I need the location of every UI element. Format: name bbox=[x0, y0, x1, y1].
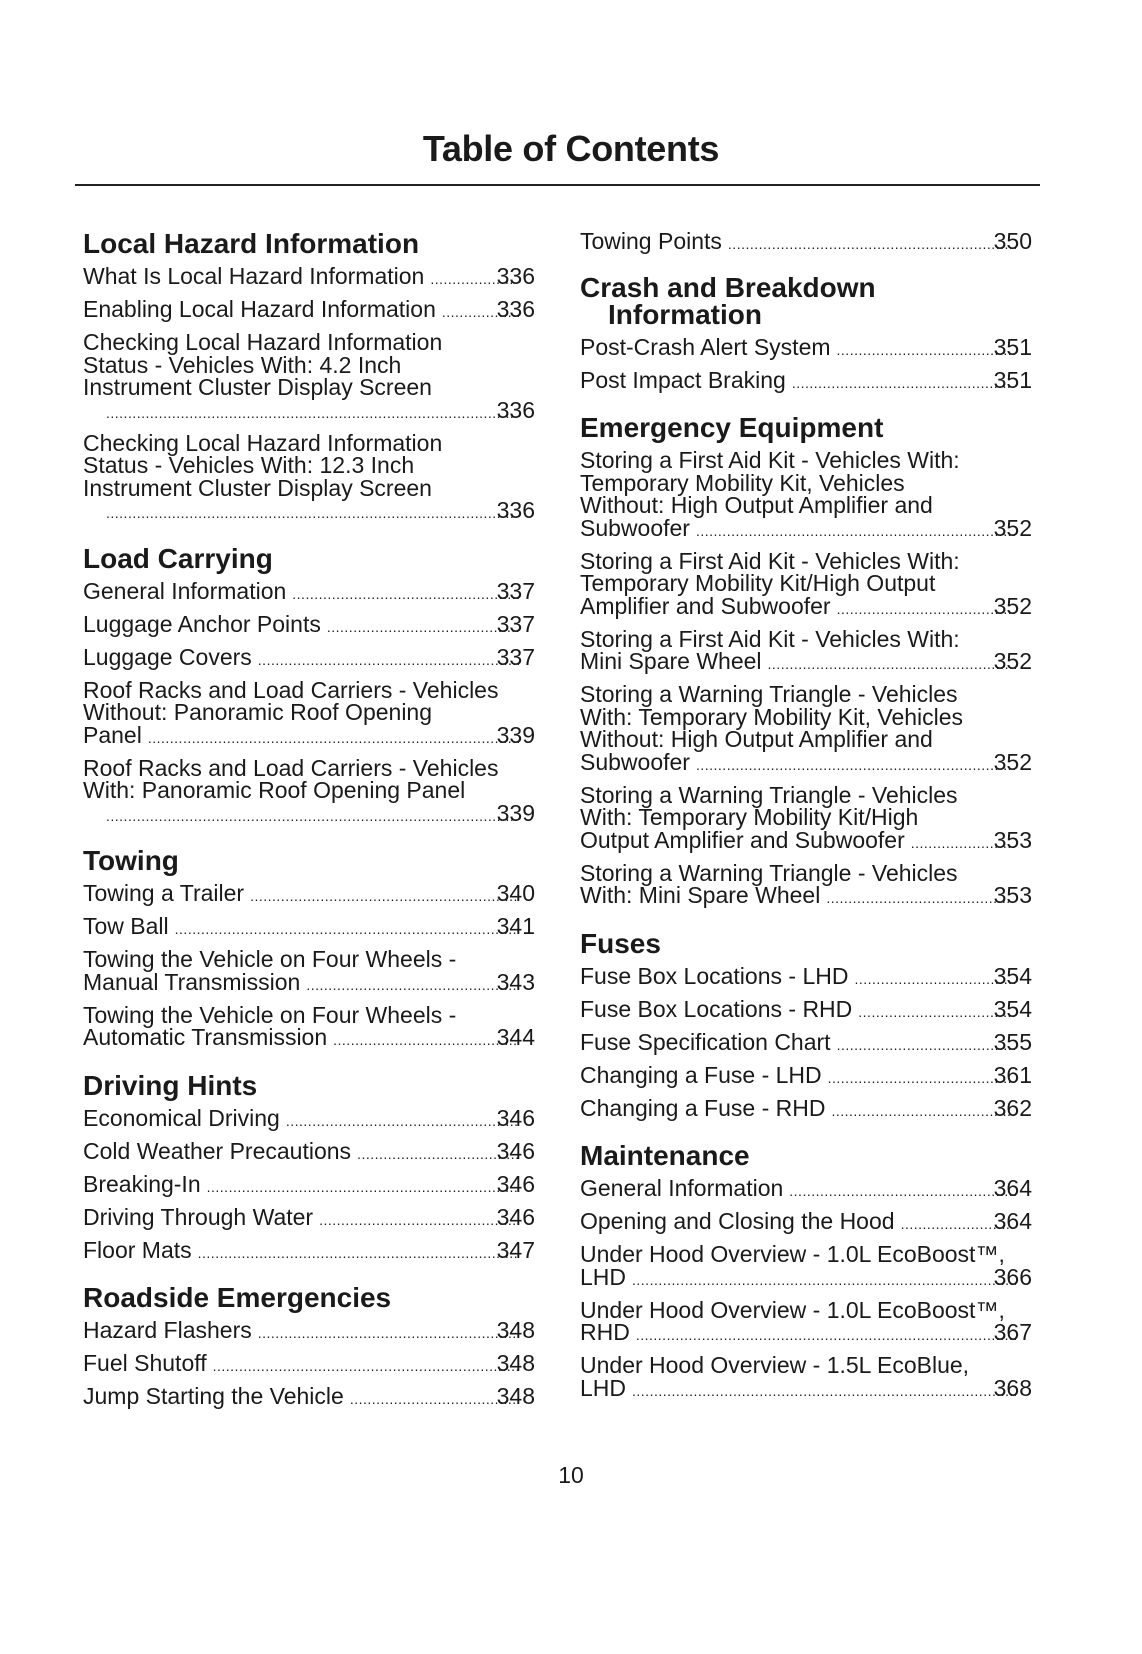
toc-entry-page-number: 337 bbox=[496, 643, 535, 670]
dot-leader bbox=[148, 727, 519, 750]
toc-entry-page-number: 344 bbox=[496, 1024, 535, 1050]
toc-entry-page-number: 336 bbox=[496, 296, 535, 322]
toc-entry-text: Hazard Flashers bbox=[83, 1317, 252, 1343]
toc-left-column bbox=[83, 230, 535, 1431]
page-title: Table of Contents bbox=[422, 128, 720, 169]
toc-entry[interactable] bbox=[580, 547, 1032, 621]
toc-section-fuses bbox=[580, 927, 1032, 1123]
toc-entry[interactable] bbox=[580, 366, 1032, 395]
toc-entry[interactable] bbox=[83, 577, 535, 606]
dot-leader bbox=[831, 1100, 1015, 1123]
toc-entry-page-number: 354 bbox=[993, 962, 1032, 989]
toc-entry-page-number: 352 bbox=[993, 648, 1032, 674]
toc-entry[interactable] bbox=[83, 429, 535, 525]
section-heading-text: Maintenance bbox=[580, 1140, 750, 1171]
toc-entry-text: With: Temporary Mobility Kit, Vehicles bbox=[580, 703, 964, 730]
dot-leader bbox=[350, 1388, 519, 1411]
dot-leader bbox=[826, 887, 1015, 910]
toc-entry-text: LHD bbox=[580, 1263, 627, 1290]
toc-entry-page-number: 351 bbox=[993, 333, 1032, 360]
dot-leader bbox=[175, 918, 519, 941]
section-heading bbox=[580, 271, 1032, 330]
toc-entry-page-number: 336 bbox=[496, 396, 535, 423]
toc-entry[interactable] bbox=[580, 1210, 1032, 1236]
toc-entry-page-number: 346 bbox=[496, 1170, 535, 1197]
toc-entry[interactable] bbox=[580, 1177, 1032, 1203]
toc-entry-text: Enabling Local Hazard Information bbox=[83, 296, 436, 322]
toc-entry-text: With: Mini Spare Wheel bbox=[580, 882, 821, 908]
toc-entry-text: Checking Local Hazard Information bbox=[83, 329, 443, 355]
toc-entry-page-number: 351 bbox=[993, 366, 1032, 393]
toc-entry-text: Under Hood Overview - 1.5L EcoBlue, bbox=[580, 1352, 970, 1378]
toc-entry-text: Post-Crash Alert System bbox=[580, 333, 831, 360]
toc-entry-text: Automatic Transmission bbox=[83, 1024, 328, 1050]
toc-entry-page-number: 352 bbox=[993, 514, 1032, 541]
toc-entry[interactable] bbox=[580, 625, 1032, 676]
dot-leader bbox=[333, 1029, 518, 1052]
toc-entry[interactable] bbox=[83, 915, 535, 941]
dot-leader bbox=[327, 616, 519, 639]
toc-entry[interactable] bbox=[580, 230, 1032, 256]
toc-entry-text: Manual Transmission bbox=[83, 968, 301, 995]
toc-entry[interactable] bbox=[83, 1104, 535, 1133]
toc-entry-page-number: 364 bbox=[993, 1208, 1032, 1234]
toc-entry[interactable] bbox=[83, 1170, 535, 1199]
section-heading-text: Roadside Emergencies bbox=[83, 1282, 392, 1313]
toc-entry[interactable] bbox=[83, 1319, 535, 1345]
toc-right-column bbox=[580, 230, 1032, 1422]
toc-entry[interactable] bbox=[83, 643, 535, 672]
toc-entry-page-number: 340 bbox=[496, 880, 535, 906]
dot-leader bbox=[837, 1034, 1016, 1057]
toc-entry-page-number: 367 bbox=[993, 1319, 1032, 1345]
title-divider bbox=[75, 184, 1040, 186]
dot-leader bbox=[198, 1242, 519, 1265]
toc-entry-text: Cold Weather Precautions bbox=[83, 1137, 352, 1164]
toc-entry-text: Storing a First Aid Kit - Vehicles With: bbox=[580, 625, 960, 652]
toc-entry[interactable] bbox=[83, 1001, 535, 1052]
toc-entry-text: Subwoofer bbox=[580, 514, 690, 541]
toc-entry-text: What Is Local Hazard Information bbox=[83, 263, 425, 289]
section-heading bbox=[83, 1069, 535, 1101]
toc-entry[interactable] bbox=[83, 1203, 535, 1232]
toc-entry-text: Without: High Output Amplifier and bbox=[580, 492, 933, 518]
toc-entry-text: Storing a First Aid Kit - Vehicles With: bbox=[580, 447, 960, 473]
toc-entry-page-number: 341 bbox=[496, 913, 535, 939]
toc-entry-page-number: 346 bbox=[496, 1104, 535, 1131]
toc-entry-text: RHD bbox=[580, 1319, 630, 1345]
section-heading bbox=[580, 927, 1032, 959]
toc-entry-text: Fuse Box Locations - RHD bbox=[580, 995, 853, 1022]
toc-entry-text: Roof Racks and Load Carriers - Vehicles bbox=[83, 754, 499, 781]
toc-entry-page-number: 339 bbox=[496, 799, 535, 826]
section-heading-text: Fuses bbox=[580, 927, 661, 959]
toc-entry[interactable] bbox=[580, 1028, 1032, 1057]
toc-entry-text: General Information bbox=[83, 577, 287, 604]
toc-entry[interactable] bbox=[83, 676, 535, 750]
dot-leader bbox=[250, 885, 519, 908]
section-heading-text: Load Carrying bbox=[83, 542, 273, 574]
section-heading bbox=[580, 414, 1032, 441]
toc-entry-page-number: 364 bbox=[993, 1175, 1032, 1201]
toc-entry-text: Under Hood Overview - 1.0L EcoBoost™, bbox=[580, 1241, 1005, 1267]
toc-entry-text: Driving Through Water bbox=[83, 1203, 314, 1230]
toc-entry-text: Post Impact Braking bbox=[580, 366, 786, 393]
toc-entry-text: Temporary Mobility Kit/High Output bbox=[580, 570, 936, 596]
toc-entry-text: Status - Vehicles With: 4.2 Inch bbox=[83, 351, 402, 378]
toc-entry-page-number: 353 bbox=[993, 882, 1032, 908]
toc-section-towing bbox=[83, 847, 535, 1052]
toc-entry[interactable] bbox=[580, 1354, 1032, 1402]
toc-entry[interactable] bbox=[83, 1352, 535, 1378]
toc-entry-page-number: 339 bbox=[496, 721, 535, 748]
dot-leader bbox=[696, 520, 1016, 543]
dot-leader bbox=[789, 1180, 1015, 1203]
toc-entry[interactable] bbox=[83, 331, 535, 424]
toc-entry-text: Towing the Vehicle on Four Wheels - bbox=[83, 1001, 457, 1028]
dot-leader bbox=[854, 968, 1015, 991]
toc-entry-text: General Information bbox=[580, 1175, 784, 1201]
page-number: 10 bbox=[558, 1462, 584, 1488]
toc-entry-text: Under Hood Overview - 1.0L EcoBoost™, bbox=[580, 1296, 1005, 1323]
toc-entry-text: Opening and Closing the Hood bbox=[580, 1208, 895, 1234]
toc-entry-text: Roof Racks and Load Carriers - Vehicles bbox=[83, 676, 499, 703]
toc-entry-text: With: Temporary Mobility Kit/High bbox=[580, 804, 919, 830]
toc-section-local-hazard-information bbox=[83, 230, 535, 525]
toc-entry-page-number: 354 bbox=[993, 995, 1032, 1022]
section-heading-text: Local Hazard Information bbox=[83, 228, 420, 259]
toc-entry[interactable] bbox=[83, 610, 535, 639]
toc-entry[interactable] bbox=[580, 995, 1032, 1024]
dot-leader bbox=[319, 1209, 519, 1232]
toc-entry-page-number: 350 bbox=[993, 228, 1032, 254]
toc-entry[interactable] bbox=[580, 859, 1032, 910]
toc-entry-page-number: 348 bbox=[496, 1383, 535, 1409]
toc-entry[interactable] bbox=[83, 298, 535, 324]
toc-entry-page-number: 362 bbox=[993, 1094, 1032, 1121]
toc-entry[interactable] bbox=[83, 1137, 535, 1166]
toc-entry[interactable] bbox=[580, 1094, 1032, 1123]
toc-entry-text: Economical Driving bbox=[83, 1104, 280, 1131]
dot-leader bbox=[768, 653, 1016, 676]
toc-entry-text: Luggage Anchor Points bbox=[83, 610, 321, 637]
dot-leader bbox=[792, 372, 1016, 395]
toc-entry-text: Floor Mats bbox=[83, 1236, 192, 1263]
toc-entry-text: Amplifier and Subwoofer bbox=[580, 592, 831, 619]
dot-leader bbox=[837, 598, 1016, 621]
toc-entry-text: Storing a Warning Triangle - Vehicles bbox=[580, 781, 958, 808]
toc-entry-page-number: 336 bbox=[496, 497, 535, 523]
toc-entry-text: Storing a Warning Triangle - Vehicles bbox=[580, 681, 958, 707]
dot-leader bbox=[106, 402, 519, 425]
section-heading bbox=[83, 847, 535, 874]
dot-leader bbox=[636, 1324, 1016, 1347]
section-heading-text: Emergency Equipment bbox=[580, 412, 884, 443]
toc-entry-text: Changing a Fuse - RHD bbox=[580, 1094, 826, 1121]
toc-entry-text: Mini Spare Wheel bbox=[580, 648, 762, 674]
toc-section-load-carrying bbox=[83, 542, 535, 828]
toc-section-continued bbox=[580, 230, 1032, 256]
toc-entry-text: Towing Points bbox=[580, 228, 722, 254]
toc-entry-page-number: 337 bbox=[496, 577, 535, 604]
dot-leader bbox=[286, 1110, 519, 1133]
toc-entry-text: Fuse Specification Chart bbox=[580, 1028, 831, 1055]
dot-leader bbox=[837, 339, 1016, 362]
toc-entry-text: Storing a Warning Triangle - Vehicles bbox=[580, 859, 958, 886]
toc-entry-page-number: 353 bbox=[993, 826, 1032, 853]
toc-entry-page-number: 348 bbox=[496, 1350, 535, 1376]
toc-entry-text: Fuel Shutoff bbox=[83, 1350, 207, 1376]
toc-entry-page-number: 366 bbox=[993, 1263, 1032, 1290]
toc-entry-text: Temporary Mobility Kit, Vehicles bbox=[580, 469, 905, 496]
toc-entry[interactable] bbox=[580, 1296, 1032, 1347]
dot-leader bbox=[696, 754, 1016, 777]
dot-leader bbox=[632, 1269, 1016, 1292]
toc-entry[interactable] bbox=[580, 333, 1032, 362]
dot-leader bbox=[258, 1322, 519, 1345]
toc-entry-text: Storing a First Aid Kit - Vehicles With: bbox=[580, 547, 960, 574]
toc-entry-text: Tow Ball bbox=[83, 913, 169, 939]
toc-entry-page-number: 368 bbox=[993, 1374, 1032, 1401]
toc-entry[interactable] bbox=[83, 1385, 535, 1411]
dot-leader bbox=[207, 1176, 519, 1199]
dot-leader bbox=[258, 649, 519, 672]
toc-entry-page-number: 346 bbox=[496, 1137, 535, 1164]
toc-entry-page-number: 348 bbox=[496, 1317, 535, 1343]
dot-leader bbox=[728, 233, 1016, 256]
section-heading-text: Driving Hints bbox=[83, 1069, 258, 1101]
section-heading bbox=[83, 542, 535, 574]
toc-entry-text: Breaking-In bbox=[83, 1170, 201, 1197]
toc-entry-text: Fuse Box Locations - LHD bbox=[580, 962, 849, 989]
toc-section-emergency-equipment bbox=[580, 414, 1032, 910]
toc-entry[interactable] bbox=[83, 265, 535, 291]
dot-leader bbox=[357, 1143, 519, 1166]
toc-entry-text: Changing a Fuse - LHD bbox=[580, 1061, 822, 1088]
toc-entry-text: Luggage Covers bbox=[83, 643, 252, 670]
dot-leader bbox=[213, 1355, 519, 1378]
dot-leader bbox=[632, 1380, 1016, 1403]
toc-section-driving-hints bbox=[83, 1069, 535, 1265]
toc-entry[interactable] bbox=[580, 1061, 1032, 1090]
toc-section-roadside-emergencies bbox=[83, 1284, 535, 1411]
toc-entry-text: Checking Local Hazard Information bbox=[83, 429, 443, 456]
toc-entry-text: Instrument Cluster Display Screen bbox=[83, 374, 432, 400]
toc-entry-page-number: 336 bbox=[496, 263, 535, 289]
toc-entry-text: Without: High Output Amplifier and bbox=[580, 726, 933, 752]
toc-entry-text: LHD bbox=[580, 1374, 627, 1401]
section-heading-text: Towing bbox=[83, 845, 179, 876]
toc-entry-page-number: 352 bbox=[993, 748, 1032, 775]
toc-entry[interactable] bbox=[83, 948, 535, 996]
toc-entry[interactable] bbox=[580, 683, 1032, 776]
toc-entry-text: Output Amplifier and Subwoofer bbox=[580, 826, 905, 853]
dot-leader bbox=[858, 1001, 1015, 1024]
toc-section-crash-and-breakdown bbox=[580, 271, 1032, 395]
toc-entry-text: Towing the Vehicle on Four Wheels - bbox=[83, 946, 457, 972]
section-heading bbox=[580, 1142, 1032, 1169]
dot-leader bbox=[292, 583, 518, 606]
toc-entry-page-number: 352 bbox=[993, 592, 1032, 619]
toc-entry-page-number: 361 bbox=[993, 1061, 1032, 1088]
toc-entry-text: Instrument Cluster Display Screen bbox=[83, 474, 432, 501]
dot-leader bbox=[306, 974, 518, 997]
dot-leader bbox=[106, 502, 519, 525]
section-heading-continuation: Information bbox=[608, 298, 762, 330]
toc-entry-text: Towing a Trailer bbox=[83, 880, 245, 906]
dot-leader bbox=[106, 805, 519, 828]
section-heading bbox=[83, 230, 535, 257]
toc-entry-text: Panel bbox=[83, 721, 142, 748]
toc-entry[interactable] bbox=[580, 1243, 1032, 1291]
toc-entry-page-number: 355 bbox=[993, 1028, 1032, 1055]
toc-entry-page-number: 346 bbox=[496, 1203, 535, 1230]
toc-entry-text: Status - Vehicles With: 12.3 Inch bbox=[83, 452, 415, 478]
section-heading-text: Crash and Breakdown bbox=[580, 271, 876, 303]
toc-entry-page-number: 337 bbox=[496, 610, 535, 637]
toc-entry-page-number: 343 bbox=[496, 968, 535, 995]
dot-leader bbox=[828, 1067, 1016, 1090]
toc-section-maintenance bbox=[580, 1142, 1032, 1402]
toc-entry-text: With: Panoramic Roof Opening Panel bbox=[83, 777, 466, 803]
toc-entry[interactable] bbox=[580, 781, 1032, 855]
toc-entry-text: Without: Panoramic Roof Opening bbox=[83, 699, 433, 725]
toc-entry[interactable] bbox=[580, 449, 1032, 542]
toc-entry-page-number: 347 bbox=[496, 1236, 535, 1263]
toc-entry[interactable] bbox=[83, 754, 535, 828]
toc-entry-text: Jump Starting the Vehicle bbox=[83, 1383, 344, 1409]
toc-entry[interactable] bbox=[580, 962, 1032, 991]
toc-entry[interactable] bbox=[83, 882, 535, 908]
section-heading bbox=[83, 1284, 535, 1311]
toc-entry[interactable] bbox=[83, 1236, 535, 1265]
toc-entry-text: Subwoofer bbox=[580, 748, 690, 775]
